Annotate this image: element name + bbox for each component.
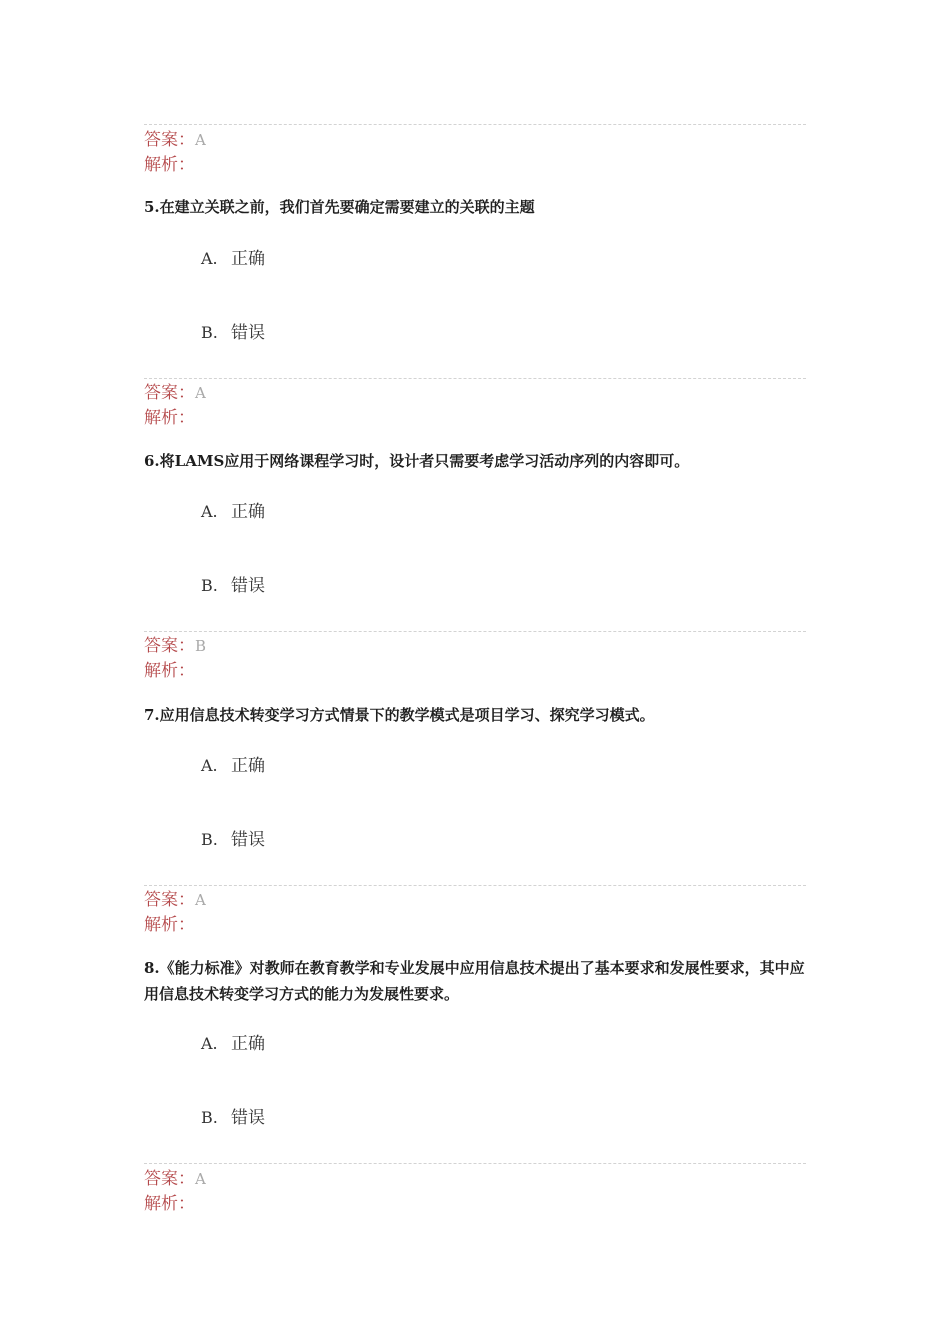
option-b[interactable] bbox=[201, 828, 265, 852]
section-divider bbox=[144, 124, 806, 125]
option-text: 正确 bbox=[231, 249, 265, 269]
analysis-label: 解析： bbox=[144, 661, 195, 681]
option-letter: A. bbox=[201, 502, 218, 521]
option-text: 正确 bbox=[231, 1034, 265, 1054]
analysis-label: 解析： bbox=[144, 155, 195, 175]
section-divider bbox=[144, 885, 806, 886]
analysis-line bbox=[144, 407, 195, 429]
answer-label: 答案： bbox=[144, 890, 195, 910]
question-number: 7. bbox=[144, 706, 160, 724]
answer-value: A bbox=[195, 131, 206, 149]
analysis-line bbox=[144, 1193, 195, 1215]
option-text: 正确 bbox=[231, 756, 265, 776]
option-text: 正确 bbox=[231, 502, 265, 522]
answer-line bbox=[144, 129, 206, 151]
option-a[interactable] bbox=[201, 754, 265, 778]
question-number: 6. bbox=[144, 452, 160, 470]
option-a[interactable] bbox=[201, 247, 265, 271]
question-text: 在建立关联之前，我们首先要确定需要建立的关联的主题 bbox=[159, 198, 535, 216]
section-divider bbox=[144, 631, 806, 632]
question-text: 应用信息技术转变学习方式情景下的教学模式是项目学习、探究学习模式。 bbox=[159, 706, 655, 724]
option-letter: B. bbox=[201, 576, 218, 595]
analysis-label: 解析： bbox=[144, 1194, 195, 1214]
answer-line bbox=[144, 635, 206, 657]
option-text: 错误 bbox=[231, 830, 265, 850]
question-8 bbox=[144, 955, 806, 1007]
answer-value: A bbox=[195, 891, 206, 909]
option-b[interactable] bbox=[201, 321, 265, 345]
answer-label: 答案： bbox=[144, 636, 195, 656]
option-b[interactable] bbox=[201, 574, 265, 598]
option-letter: A. bbox=[201, 756, 218, 775]
option-letter: A. bbox=[201, 1034, 218, 1053]
question-text: 《能力标准》对教师在教育教学和专业发展中应用信息技术提出了基本要求和发展性要求，其中应用信息技术转变学习方式的能力为发展性要求。 bbox=[144, 959, 805, 1003]
answer-label: 答案： bbox=[144, 130, 195, 150]
analysis-line bbox=[144, 914, 195, 936]
answer-value: B bbox=[195, 637, 207, 655]
section-divider bbox=[144, 1163, 806, 1164]
option-letter: B. bbox=[201, 323, 218, 342]
answer-label: 答案： bbox=[144, 1169, 195, 1189]
question-6 bbox=[144, 448, 806, 474]
option-letter: A. bbox=[201, 249, 218, 268]
section-divider bbox=[144, 378, 806, 379]
answer-label: 答案： bbox=[144, 383, 195, 403]
question-7 bbox=[144, 702, 806, 728]
option-a[interactable] bbox=[201, 1032, 265, 1056]
question-5 bbox=[144, 194, 806, 220]
option-letter: B. bbox=[201, 830, 218, 849]
option-b[interactable] bbox=[201, 1106, 265, 1130]
analysis-label: 解析： bbox=[144, 408, 195, 428]
analysis-line bbox=[144, 154, 195, 176]
option-text: 错误 bbox=[231, 323, 265, 343]
option-text: 错误 bbox=[231, 576, 265, 596]
option-text: 错误 bbox=[231, 1108, 265, 1128]
option-letter: B. bbox=[201, 1108, 218, 1127]
answer-line bbox=[144, 889, 206, 911]
question-number: 8. bbox=[144, 959, 160, 977]
analysis-line bbox=[144, 660, 195, 682]
question-text: 将LAMS应用于网络课程学习时，设计者只需要考虑学习活动序列的内容即可。 bbox=[159, 452, 690, 470]
answer-line bbox=[144, 382, 206, 404]
answer-line bbox=[144, 1168, 206, 1190]
question-number: 5. bbox=[144, 198, 160, 216]
answer-value: A bbox=[195, 384, 206, 402]
analysis-label: 解析： bbox=[144, 915, 195, 935]
answer-value: A bbox=[195, 1170, 206, 1188]
option-a[interactable] bbox=[201, 500, 265, 524]
